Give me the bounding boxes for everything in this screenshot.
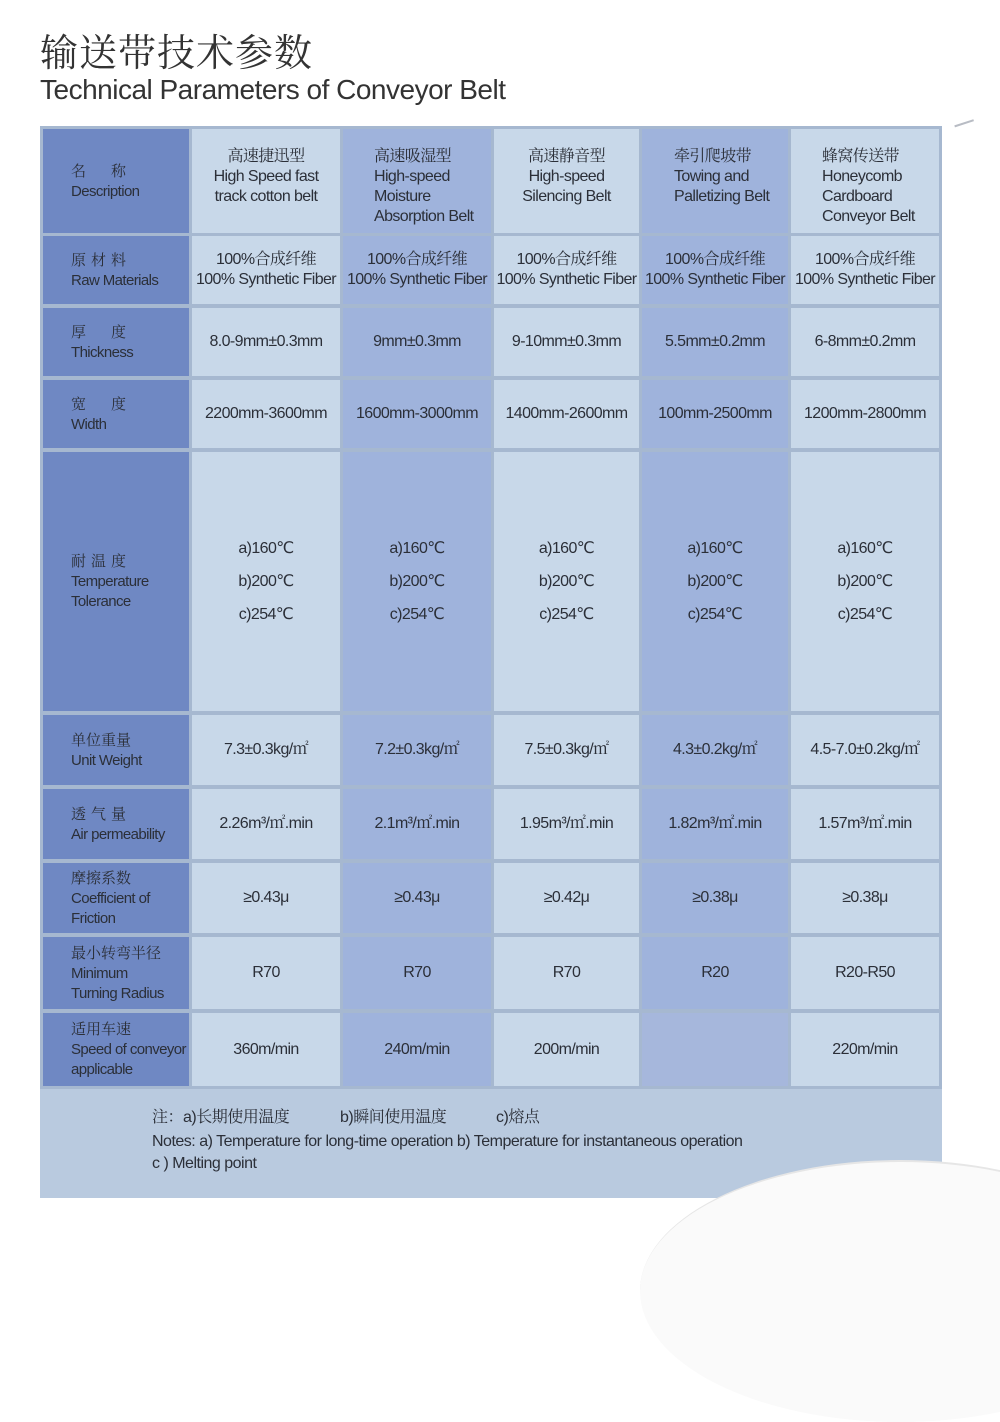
- label-zh: 名 称: [71, 161, 132, 180]
- notes-english-line2: c ) Melting point: [152, 1155, 257, 1172]
- label-zh: 宽 度: [71, 394, 132, 413]
- label-en: Unit Weight: [71, 751, 142, 769]
- cell-width-3: 1400mm-2600mm: [494, 380, 639, 448]
- temp-b: b)200℃: [238, 572, 294, 590]
- cell-thickness-5: 6-8mm±0.2mm: [791, 308, 939, 376]
- label-en: Minimum Turning Radius: [71, 964, 164, 1002]
- page-curl-decoration: [640, 1160, 1000, 1422]
- cell-speed-1: 360m/min: [192, 1013, 340, 1086]
- label-en: Width: [71, 415, 107, 433]
- header-cell-honeycomb: [791, 129, 939, 233]
- cell-width-5: 1200mm-2800mm: [791, 380, 939, 448]
- cell-thickness-4: 5.5mm±0.2mm: [642, 308, 788, 376]
- temp-b: b)200℃: [837, 572, 893, 590]
- cell-air-permeability-5: 1.57m³/㎡.min: [791, 789, 939, 859]
- cell-air-permeability-2: 2.1m³/㎡.min: [343, 789, 491, 859]
- header-zh: 高速吸湿型: [374, 148, 452, 165]
- cell-thickness-3: 9-10mm±0.3mm: [494, 308, 639, 376]
- header-en: High-speed Moisture Absorption Belt: [374, 168, 474, 225]
- cell-friction-3: ≥0.42μ: [494, 863, 639, 933]
- row-label-speed: [43, 1013, 189, 1086]
- cell-speed-2: 240m/min: [343, 1013, 491, 1086]
- row-label-turning-radius: [43, 937, 189, 1009]
- label-en: Speed of conveyor applicable: [71, 1041, 186, 1078]
- temp-a: a)160℃: [837, 539, 893, 557]
- temp-b: b)200℃: [389, 572, 445, 590]
- temp-a: a)160℃: [538, 539, 595, 557]
- label-zh: 透气量: [71, 804, 132, 823]
- parameter-table: [40, 126, 942, 1198]
- page-title-english: Technical Parameters of Conveyor Belt: [40, 74, 506, 105]
- temp-c: c)254℃: [837, 605, 893, 623]
- cell-temperature-1: [192, 452, 340, 711]
- header-en: Towing and Palletizing Belt: [674, 168, 770, 205]
- label-en: Description: [71, 182, 140, 200]
- value-en: 100% Synthetic Fiber: [195, 271, 337, 288]
- page-title-chinese: 输送带技术参数: [40, 31, 314, 75]
- corner-mark: [954, 119, 977, 138]
- label-zh: 厚 度: [71, 322, 132, 341]
- label-zh: 原材料: [71, 250, 132, 269]
- cell-friction-2: ≥0.43μ: [343, 863, 491, 933]
- label-zh: 耐温度: [71, 552, 132, 570]
- header-en: High Speed fast track cotton belt: [213, 168, 319, 205]
- cell-temperature-2: [343, 452, 491, 711]
- header-cell-high-speed-fast: [192, 129, 340, 233]
- value-en: 100% Synthetic Fiber: [496, 271, 637, 288]
- cell-turning-radius-3: R70: [494, 937, 639, 1009]
- cell-turning-radius-4: R20: [642, 937, 788, 1009]
- cell-speed-4: [642, 1013, 788, 1086]
- temp-a: a)160℃: [389, 539, 445, 557]
- cell-air-permeability-3: 1.95m³/㎡.min: [494, 789, 639, 859]
- cell-raw-materials-1: [192, 236, 340, 304]
- value-zh: 100%合成纤维: [814, 251, 916, 268]
- header-zh: 高速捷迅型: [227, 148, 305, 165]
- value-en: 100% Synthetic Fiber: [794, 271, 936, 288]
- cell-turning-radius-5: R20-R50: [791, 937, 939, 1009]
- row-label-width: [43, 380, 189, 448]
- header-zh: 牵引爬坡带: [674, 148, 752, 165]
- label-zh: 适用车速: [71, 1020, 132, 1038]
- label-en: Air permeability: [71, 825, 165, 843]
- cell-width-4: 100mm-2500mm: [642, 380, 788, 448]
- cell-width-2: 1600mm-3000mm: [343, 380, 491, 448]
- label-en: Raw Materials: [71, 271, 159, 289]
- header-cell-towing-palletizing: [642, 129, 788, 233]
- cell-turning-radius-2: R70: [343, 937, 491, 1009]
- cell-temperature-3: [494, 452, 639, 711]
- cell-temperature-5: [791, 452, 939, 711]
- cell-unit-weight-5: 4.5-7.0±0.2kg/㎡: [791, 715, 939, 785]
- cell-raw-materials-3: [494, 236, 639, 304]
- temp-c: c)254℃: [389, 605, 445, 623]
- temp-b: b)200℃: [538, 572, 595, 590]
- header-en: Honeycomb Cardboard Conveyor Belt: [822, 168, 915, 225]
- temp-a: a)160℃: [238, 539, 294, 557]
- header-zh: 蜂窝传送带: [822, 148, 900, 165]
- label-zh: 单位重量: [71, 730, 132, 749]
- temp-c: c)254℃: [238, 605, 294, 623]
- header-en: High-speed Silencing Belt: [522, 168, 611, 205]
- row-label-unit-weight: [43, 715, 189, 785]
- label-en: Thickness: [71, 343, 134, 361]
- label-en: Coefficient of Friction: [71, 889, 150, 927]
- cell-unit-weight-3: 7.5±0.3kg/㎡: [494, 715, 639, 785]
- notes-chinese: [152, 1107, 942, 1129]
- row-label-air-permeability: [43, 789, 189, 859]
- temp-c: c)254℃: [687, 605, 743, 623]
- label-zh: 摩擦系数: [71, 868, 132, 887]
- cell-turning-radius-1: R70: [192, 937, 340, 1009]
- value-zh: 100%合成纤维: [366, 251, 468, 268]
- value-en: 100% Synthetic Fiber: [644, 271, 786, 288]
- label-zh: 最小转弯半径: [71, 943, 162, 962]
- temp-b: b)200℃: [687, 572, 743, 590]
- cell-thickness-2: 9mm±0.3mm: [343, 308, 491, 376]
- header-cell-moisture-absorption: [343, 129, 491, 233]
- row-label-thickness: [43, 308, 189, 376]
- row-label-temperature: [43, 452, 189, 711]
- cell-raw-materials-2: [343, 236, 491, 304]
- notes-english-line1: Notes: a) Temperature for long-time operation b) Temperature for instantaneous operation: [152, 1133, 743, 1150]
- cell-unit-weight-1: 7.3±0.3kg/㎡: [192, 715, 340, 785]
- value-en: 100% Synthetic Fiber: [346, 271, 488, 288]
- label-en: Temperature Tolerance: [71, 573, 149, 610]
- header-zh: 高速静音型: [527, 148, 605, 165]
- value-zh: 100%合成纤维: [664, 251, 766, 268]
- cell-width-1: 2200mm-3600mm: [192, 380, 340, 448]
- cell-raw-materials-5: [791, 236, 939, 304]
- cell-friction-5: ≥0.38μ: [791, 863, 939, 933]
- cell-friction-1: ≥0.43μ: [192, 863, 340, 933]
- cell-speed-3: 200m/min: [494, 1013, 639, 1086]
- cell-thickness-1: 8.0-9mm±0.3mm: [192, 308, 340, 376]
- cell-unit-weight-4: 4.3±0.2kg/㎡: [642, 715, 788, 785]
- value-zh: 100%合成纤维: [516, 251, 617, 268]
- cell-raw-materials-4: [642, 236, 788, 304]
- temp-c: c)254℃: [539, 605, 594, 623]
- cell-unit-weight-2: 7.2±0.3kg/㎡: [343, 715, 491, 785]
- note-zh-a: 注：a)长期使用温度: [152, 1109, 290, 1126]
- header-cell-silencing: [494, 129, 639, 233]
- note-zh-c: c)熔点: [496, 1109, 540, 1126]
- cell-friction-4: ≥0.38μ: [642, 863, 788, 933]
- row-label-description: [43, 129, 189, 233]
- cell-air-permeability-1: 2.26m³/㎡.min: [192, 789, 340, 859]
- note-zh-b: b)瞬间使用温度: [340, 1109, 447, 1126]
- value-zh: 100%合成纤维: [215, 251, 317, 268]
- row-label-friction: [43, 863, 189, 933]
- cell-temperature-4: [642, 452, 788, 711]
- cell-air-permeability-4: 1.82m³/㎡.min: [642, 789, 788, 859]
- temp-a: a)160℃: [687, 539, 743, 557]
- row-label-raw-materials: [43, 236, 189, 304]
- cell-speed-5: 220m/min: [791, 1013, 939, 1086]
